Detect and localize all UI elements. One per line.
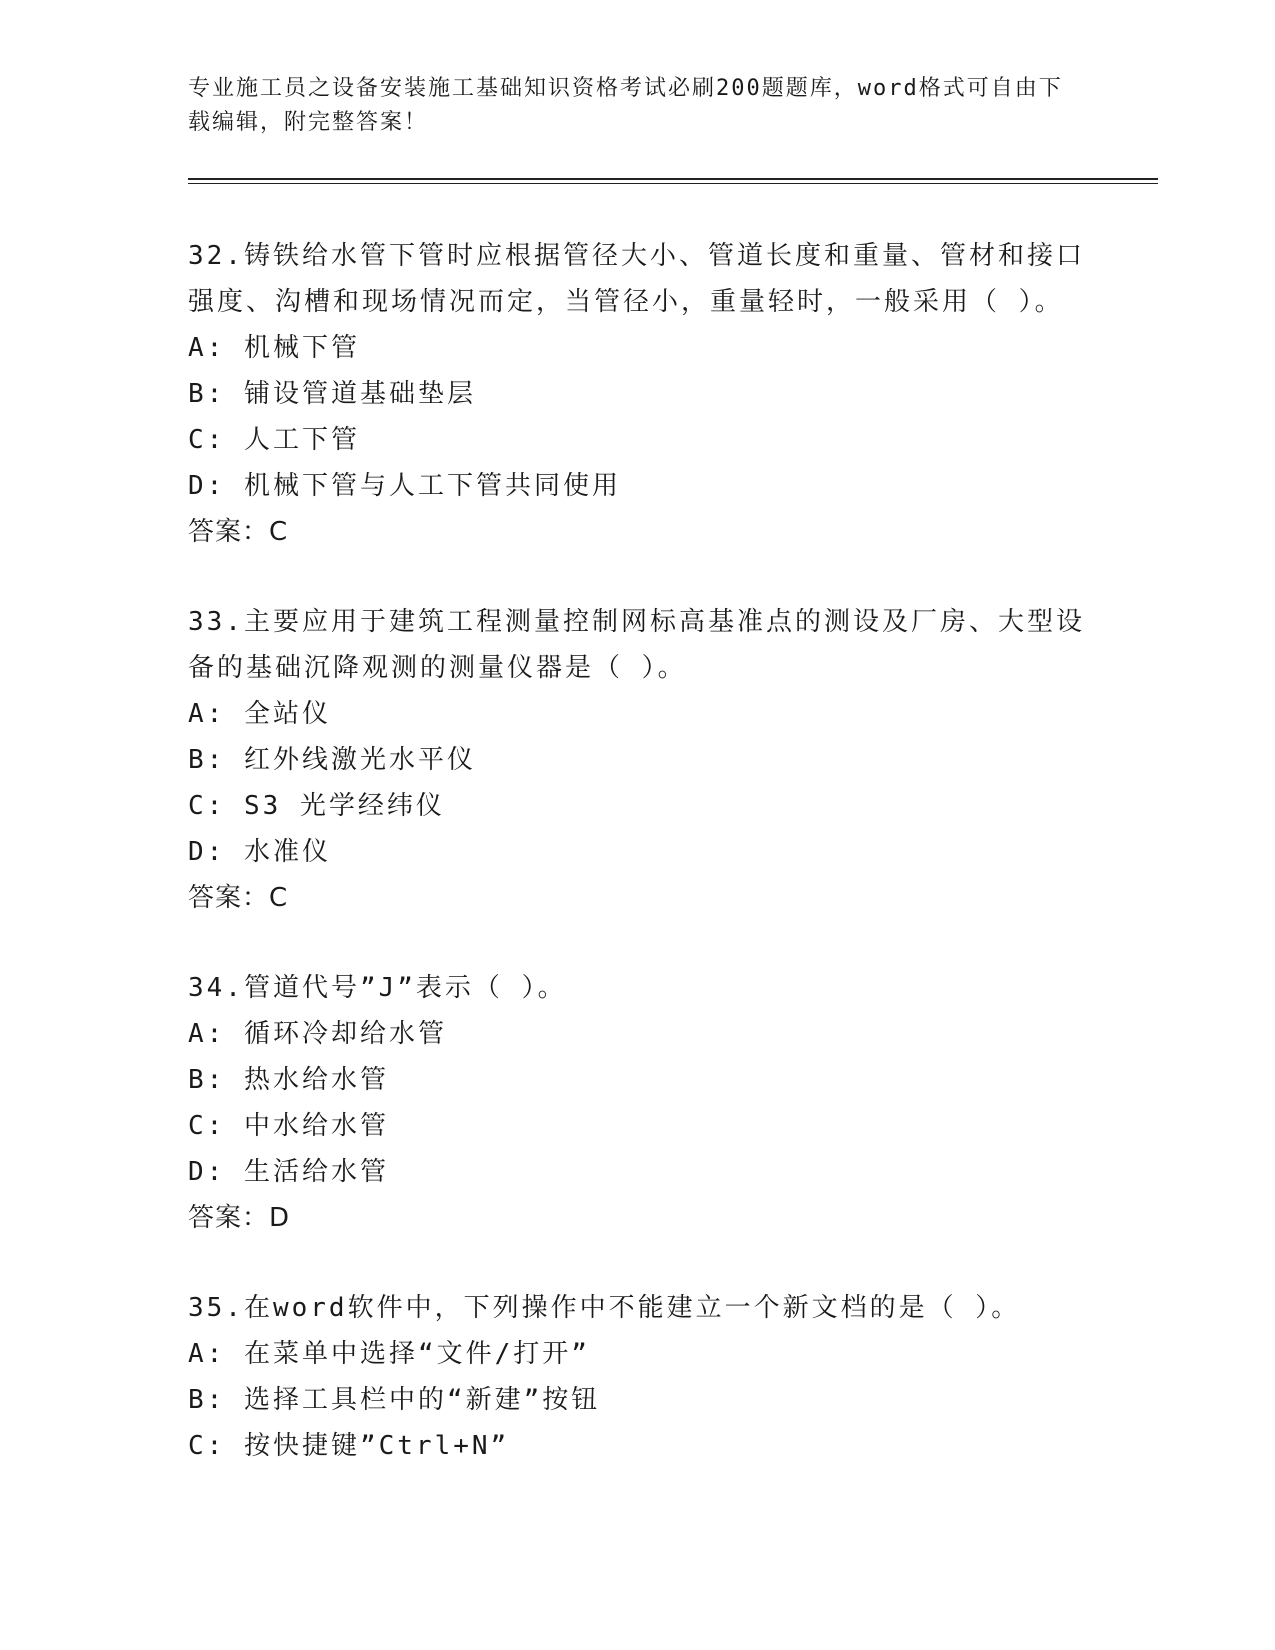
option-a: A: 循环冷却给水管	[188, 1019, 447, 1049]
option-d: D: 生活给水管	[188, 1157, 389, 1187]
option-b: B: 选择工具栏中的“新建”按钮	[188, 1385, 601, 1415]
document-header	[188, 72, 1068, 140]
option-c: C: S3 光学经纬仪	[188, 791, 445, 821]
option-a: A: 机械下管	[188, 333, 360, 363]
option-d: D: 水准仪	[188, 837, 331, 867]
option-a: A: 在菜单中选择“文件/打开”	[188, 1339, 590, 1369]
question-stem: 32.铸铁给水管下管时应根据管径大小、管道长度和重量、管材和接口强度、沟槽和现场情况而定，当管径小，重量轻时，一般采用（ ）。	[188, 241, 1085, 317]
question-33	[188, 599, 1088, 921]
option-b: B: 红外线激光水平仪	[188, 745, 476, 775]
question-32	[188, 233, 1088, 555]
header-divider-thin	[188, 183, 1158, 184]
option-c: C: 人工下管	[188, 425, 360, 455]
answer: 答案：C	[188, 517, 289, 547]
question-stem: 33.主要应用于建筑工程测量控制网标高基准点的测设及厂房、大型设备的基础沉降观测的测量仪器是（ ）。	[188, 607, 1085, 683]
question-stem: 35.在word软件中，下列操作中不能建立一个新文档的是（ ）。	[188, 1293, 1021, 1323]
question-34	[188, 965, 1088, 1241]
header-divider	[188, 178, 1158, 180]
option-b: B: 铺设管道基础垫层	[188, 379, 476, 409]
option-c: C: 按快捷键”Ctrl+N”	[188, 1431, 510, 1461]
option-b: B: 热水给水管	[188, 1065, 389, 1095]
header-title: 专业施工员之设备安装施工基础知识资格考试必刷200题题库，word格式可自由下载编辑，附完整答案！	[188, 76, 1063, 135]
option-c: C: 中水给水管	[188, 1111, 389, 1141]
option-d: D: 机械下管与人工下管共同使用	[188, 471, 621, 501]
answer: 答案：D	[188, 1203, 291, 1233]
question-stem: 34.管道代号”J”表示（ ）。	[188, 973, 567, 1003]
answer: 答案：C	[188, 883, 289, 913]
option-a: A: 全站仪	[188, 699, 331, 729]
question-35	[188, 1285, 1088, 1469]
